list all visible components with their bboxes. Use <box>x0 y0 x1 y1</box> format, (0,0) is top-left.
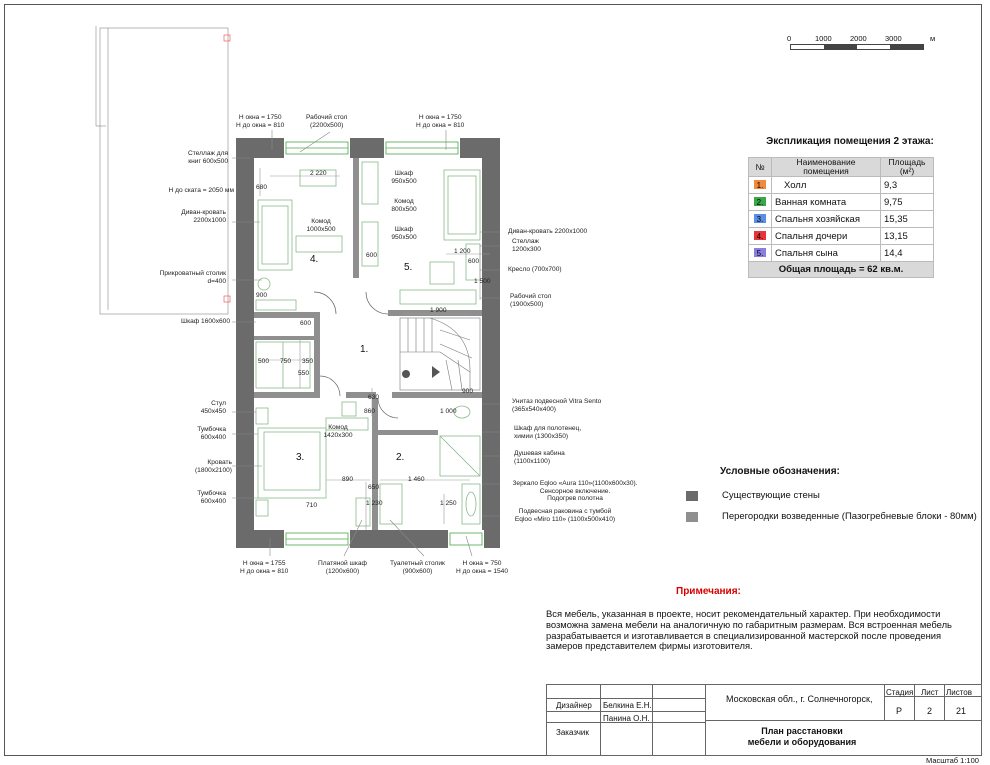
scale-tick-1000: 1000 <box>815 34 832 43</box>
dim-750: 750 <box>280 358 292 365</box>
dim-1460: 1 460 <box>408 476 425 483</box>
towel-cabinet-label: Шкаф для полотенец, химии (1300х350) <box>514 425 582 440</box>
address: Московская обл., г. Солнечногорск, <box>726 694 873 704</box>
expl-row <box>749 211 934 228</box>
bedside-table-label: Прикроватный столик d=400 <box>159 270 226 285</box>
commode-5-label: Комод 800х500 <box>391 198 417 213</box>
bookshelf-label: Стеллаж для книг 600х500 <box>187 150 228 165</box>
scale-bar <box>790 44 924 50</box>
window-label-bottom-right: Н окна = 750 Н до окна = 1540 <box>456 560 508 575</box>
dim-550: 550 <box>298 370 310 377</box>
room-color-swatch: 3. <box>753 213 767 224</box>
room-number-3: 3. <box>296 452 305 463</box>
commode-4-label: Комод 1000х500 <box>306 218 336 233</box>
window-label-top-left: Н окна = 1750 Н до окна = 810 <box>236 114 285 129</box>
sofa-right-label: Диван-кровать 2200х1000 <box>508 228 588 235</box>
legend-label: Существующие стены <box>722 490 820 501</box>
bed-label: Кровать (1800х2100) <box>194 459 232 474</box>
dim-600c: 600 <box>300 320 312 327</box>
expl-header-area: Площадь (м²) <box>881 158 934 177</box>
designer-name-1: Белкина Е.Н. <box>603 701 652 710</box>
sink-label: Подвесная раковина с тумбой Eqloo «Miro 110» (1100х500х410) <box>514 508 616 523</box>
expl-row <box>749 177 934 194</box>
dim-890: 890 <box>342 476 354 483</box>
room-name: Спальня сына <box>772 245 881 262</box>
room-color-swatch: 1. <box>753 179 767 190</box>
stage-header: Стадия <box>886 688 914 697</box>
legend-label: Перегородки возведенные (Пазогребневые блоки - 80мм) <box>722 511 977 522</box>
sheets-header: Листов <box>946 688 972 697</box>
room-number-4: 4. <box>310 254 319 265</box>
scale-tick-3000: 3000 <box>885 34 902 43</box>
room-area: 13,15 <box>881 228 934 245</box>
expl-row <box>749 194 934 211</box>
sofa-left-label: Диван-кровать 2200х1000 <box>181 209 226 224</box>
room-color-swatch: 5. <box>753 247 767 258</box>
dress-wardrobe-label: Платяной шкаф (1200х600) <box>318 560 367 575</box>
room-number-5: 5. <box>404 262 413 273</box>
dim-710: 710 <box>306 502 318 509</box>
notes-title: Примечания: <box>676 586 741 597</box>
room-color-swatch: 4. <box>753 230 767 241</box>
mirror-label: Зеркало Eqloo «Aura 110»(1100х600х30). Сенсорное включение. Подогрев полотна <box>512 480 638 503</box>
wardrobe-5b-label: Шкаф 950х500 <box>391 226 417 241</box>
armchair-label: Кресло (700х700) <box>508 266 562 273</box>
expl-row <box>749 245 934 262</box>
dim-350: 350 <box>302 358 314 365</box>
room-number-2: 2. <box>396 452 405 463</box>
scale-tick-0: 0 <box>787 34 792 43</box>
room-name: Спальня дочери <box>772 228 881 245</box>
room-color-swatch: 2. <box>753 196 767 207</box>
desk-right-label: Рабочий стол (1900х500) <box>510 293 552 308</box>
room-name: Спальня хозяйская <box>772 211 881 228</box>
room-area: 9,3 <box>881 177 934 194</box>
dim-680: 680 <box>256 184 268 191</box>
expl-header-num: № <box>749 158 772 177</box>
room-area: 15,35 <box>881 211 934 228</box>
explication-title: Экспликация помещения 2 этажа: <box>766 136 934 147</box>
dim-900b: 900 <box>462 388 474 395</box>
customer-label: Заказчик <box>556 728 589 737</box>
dim-1200: 1 200 <box>454 248 471 255</box>
dim-2220: 2 220 <box>310 170 327 177</box>
dim-1000: 1 000 <box>440 408 457 415</box>
scale-tick-2000: 2000 <box>850 34 867 43</box>
explication-table <box>748 157 934 278</box>
shelf-right-label: Стеллаж 1200х300 <box>512 238 541 253</box>
sheet-value: 2 <box>927 706 933 716</box>
slope-height-label: Н до ската = 2050 мм <box>168 187 234 194</box>
window-label-bottom-left: Н окна = 1755 Н до окна = 810 <box>240 560 289 575</box>
window-label-top-right: Н окна = 1750 Н до окна = 810 <box>416 114 465 129</box>
room-name: Холл <box>772 177 881 194</box>
dim-630: 630 <box>368 394 380 401</box>
dressing-table-label: Туалетный столик (900х600) <box>390 560 445 575</box>
dim-500: 500 <box>258 358 270 365</box>
dim-600a: 600 <box>468 258 480 265</box>
expl-row <box>749 228 934 245</box>
legend-swatch <box>686 491 698 501</box>
expl-header-name: Наименование помещения <box>772 158 881 177</box>
designer-label: Дизайнер <box>556 701 592 710</box>
commode-3-label: Комод 1420х300 <box>323 424 353 439</box>
dim-900a: 900 <box>256 292 268 299</box>
chair-label: Стул 450х450 <box>200 400 226 415</box>
scale-unit: м <box>930 34 936 43</box>
dim-1230: 1 230 <box>366 500 383 507</box>
notes-text: Вся мебель, указанная в проекте, носит рекомендательный характер. При необходимости возможна замена мебели на аналогичную по габаритным размерам. Вся встроенная мебель разрабатывается и изготавливается в специализированной мастерской после проведения замеров представителем фирмы изготовителя. <box>546 608 952 652</box>
desk-top-label: Рабочий стол (2200х500) <box>306 114 348 129</box>
dim-860: 860 <box>364 408 376 415</box>
shower-label: Душевая кабина (1100х1100) <box>514 450 565 465</box>
wardrobe-5a-label: Шкаф 950х500 <box>391 170 417 185</box>
nightstand-bottom-label: Тумбочка 600х400 <box>197 490 226 505</box>
scale-label: Масштаб 1:100 <box>926 756 979 765</box>
drawing-title: План расстановки мебели и оборудования <box>747 726 857 747</box>
toilet-label: Унитаз подвесной Vitra Sento (365х540х400) <box>512 398 602 413</box>
designer-name-2: Панина О.Н. <box>603 714 650 723</box>
staircase <box>400 318 480 390</box>
legend-title: Условные обозначения: <box>720 466 840 477</box>
sheet-header: Лист <box>921 688 939 697</box>
dim-1500: 1 500 <box>474 278 491 285</box>
dim-1900: 1 900 <box>430 307 447 314</box>
dim-650: 650 <box>368 484 380 491</box>
room-name: Ванная комната <box>772 194 881 211</box>
room-number-1: 1. <box>360 344 369 355</box>
total-area: Общая площадь = 62 кв.м. <box>749 262 934 278</box>
sheets-value: 21 <box>956 706 967 716</box>
dim-1250: 1 250 <box>440 500 457 507</box>
dim-600b: 600 <box>366 252 378 259</box>
legend-swatch <box>686 512 698 522</box>
wardrobe-1600-label: Шкаф 1600х600 <box>181 318 230 325</box>
stage-value: Р <box>896 706 903 716</box>
doors <box>314 292 398 418</box>
room-area: 14,4 <box>881 245 934 262</box>
room-area: 9,75 <box>881 194 934 211</box>
nightstand-top-label: Тумбочка 600х400 <box>197 426 226 441</box>
